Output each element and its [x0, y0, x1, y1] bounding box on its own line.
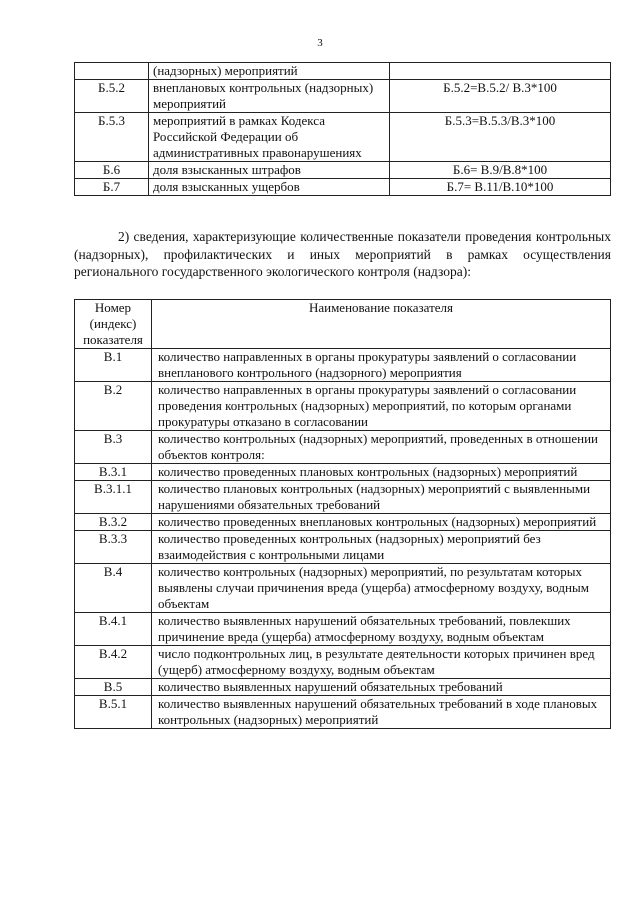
- intro-paragraph: 2) сведения, характеризующие количественные показатели проведения контрольных (надзорных), профилактических и иных мероприятий в рамках осуществления регионального государственного экологического контроля (надзора):: [74, 229, 611, 279]
- table-row: [75, 80, 611, 113]
- table-row: [75, 431, 611, 464]
- table-row: [75, 646, 611, 679]
- cell-code: В.1: [75, 349, 152, 382]
- cell-name: количество направленных в органы прокуратуры заявлений о согласовании внепланового контрольного (надзорного) мероприятия: [152, 349, 611, 382]
- table-row: [75, 464, 611, 481]
- table-row: [75, 696, 611, 729]
- cell-code: В.5.1: [75, 696, 152, 729]
- cell-code: В.3.1.1: [75, 481, 152, 514]
- cell-name: количество направленных в органы прокуратуры заявлений о согласовании проведения контрольных (надзорных) мероприятий, по которым органами прокуратуры отказано в согласовании: [152, 382, 611, 431]
- header-name: Наименование показателя: [152, 300, 611, 349]
- cell-code: Б.7: [75, 179, 149, 196]
- cell-name: мероприятий в рамках Кодекса Российской Федерации об административных правонарушениях: [149, 113, 390, 162]
- cell-formula: Б.5.3=В.5.3/В.3*100: [390, 113, 611, 162]
- formula-table: [74, 62, 611, 196]
- table-row: [75, 113, 611, 162]
- table-row: [75, 63, 611, 80]
- cell-name: количество плановых контрольных (надзорных) мероприятий с выявленными нарушениями обязательных требований: [152, 481, 611, 514]
- cell-name: количество выявленных нарушений обязательных требований в ходе плановых контрольных (надзорных) мероприятий: [152, 696, 611, 729]
- table-row: [75, 679, 611, 696]
- table-row: [75, 349, 611, 382]
- table-row: [75, 382, 611, 431]
- cell-code: В.5: [75, 679, 152, 696]
- header-code: Номер (индекс) показателя: [75, 300, 152, 349]
- cell-name: количество проведенных внеплановых контрольных (надзорных) мероприятий: [152, 514, 611, 531]
- cell-name: число подконтрольных лиц, в результате деятельности которых причинен вред (ущерб) атмосферному воздуху, водным объектам: [152, 646, 611, 679]
- cell-code: В.2: [75, 382, 152, 431]
- cell-name: количество контрольных (надзорных) мероприятий, по результатам которых выявлены случаи причинения вреда (ущерба) атмосферному воздуху, водным объектам: [152, 564, 611, 613]
- cell-code: [75, 63, 149, 80]
- table-row: [75, 564, 611, 613]
- cell-name: внеплановых контрольных (надзорных) мероприятий: [149, 80, 390, 113]
- cell-name: количество выявленных нарушений обязательных требований, повлекших причинение вреда (ущерба) атмосферному воздуху, водным объектам: [152, 613, 611, 646]
- cell-code: В.4.2: [75, 646, 152, 679]
- cell-code: В.3.1: [75, 464, 152, 481]
- cell-name: доля взысканных штрафов: [149, 162, 390, 179]
- cell-name: (надзорных) мероприятий: [149, 63, 390, 80]
- cell-name: количество контрольных (надзорных) мероприятий, проведенных в отношении объектов контроля:: [152, 431, 611, 464]
- cell-formula: Б.5.2=В.5.2/ В.3*100: [390, 80, 611, 113]
- cell-formula: [390, 63, 611, 80]
- table-row: [75, 179, 611, 196]
- cell-code: В.3.3: [75, 531, 152, 564]
- page-number: 3: [317, 37, 323, 49]
- cell-name: количество выявленных нарушений обязательных требований: [152, 679, 611, 696]
- cell-code: В.4: [75, 564, 152, 613]
- cell-formula: Б.7= В.11/В.10*100: [390, 179, 611, 196]
- cell-code: В.3: [75, 431, 152, 464]
- cell-name: количество проведенных плановых контрольных (надзорных) мероприятий: [152, 464, 611, 481]
- table-header-row: [75, 300, 611, 349]
- cell-code: Б.5.2: [75, 80, 149, 113]
- indicator-table: [74, 299, 611, 729]
- table-row: [75, 613, 611, 646]
- table-row: [75, 162, 611, 179]
- table-row: [75, 481, 611, 514]
- cell-code: Б.6: [75, 162, 149, 179]
- cell-name: доля взысканных ущербов: [149, 179, 390, 196]
- cell-formula: Б.6= В.9/В.8*100: [390, 162, 611, 179]
- cell-code: В.3.2: [75, 514, 152, 531]
- cell-code: В.4.1: [75, 613, 152, 646]
- table-row: [75, 531, 611, 564]
- table-row: [75, 514, 611, 531]
- cell-code: Б.5.3: [75, 113, 149, 162]
- cell-name: количество проведенных контрольных (надзорных) мероприятий без взаимодействия с контрольными лицами: [152, 531, 611, 564]
